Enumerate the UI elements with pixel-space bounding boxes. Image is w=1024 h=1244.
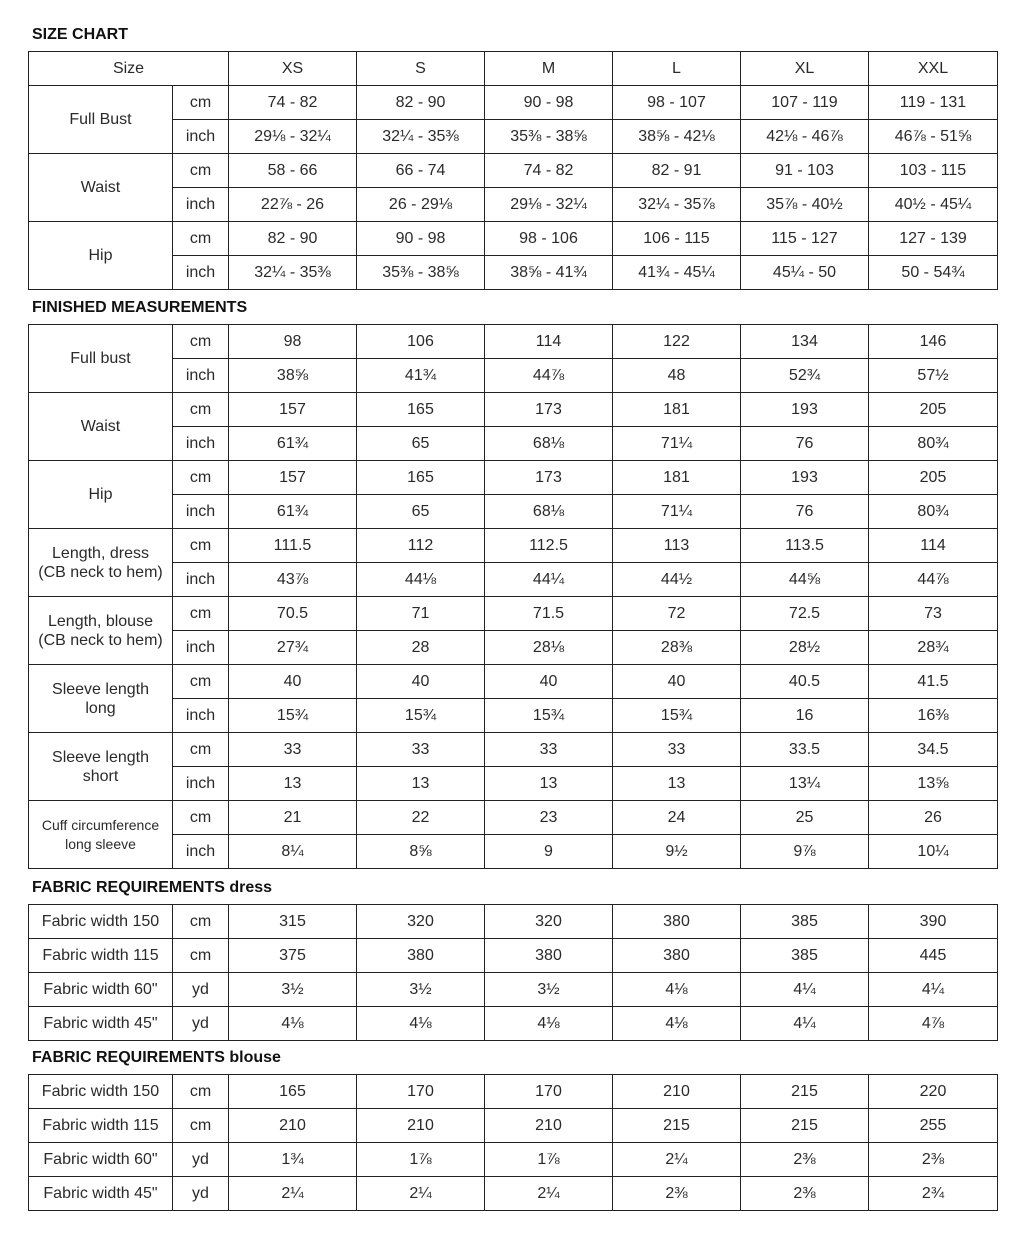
table-cell: 28½ (741, 631, 869, 665)
table-cell: 4⅛ (613, 973, 741, 1007)
table-cell: 385 (741, 905, 869, 939)
table-cell: 165 (357, 393, 485, 427)
table-cell: 33 (613, 733, 741, 767)
table-cell: 70.5 (229, 597, 357, 631)
size-header-xs: XS (229, 52, 357, 86)
table-cell: 32¼ - 35⅜ (229, 256, 357, 290)
table-cell: 320 (357, 905, 485, 939)
table-cell: 40 (229, 665, 357, 699)
table-cell: 4⅛ (357, 1007, 485, 1041)
table-cell: 107 - 119 (741, 86, 869, 120)
table-cell: 32¼ - 35⅞ (613, 188, 741, 222)
table-cell: 58 - 66 (229, 154, 357, 188)
unit-label: cm (173, 1109, 229, 1143)
table-row (29, 188, 998, 222)
unit-label: yd (173, 1143, 229, 1177)
table-cell: 35⅞ - 40½ (741, 188, 869, 222)
measurement-label: Waist (29, 154, 173, 222)
finished-measurements-title: FINISHED MEASUREMENTS (32, 299, 248, 316)
table-cell: 35⅜ - 38⅝ (357, 256, 485, 290)
fabric-width-label: Fabric width 60" (29, 1143, 173, 1177)
size-header-m: M (485, 52, 613, 86)
measurement-label-line1: Length, dress (52, 544, 149, 562)
table-cell: 170 (357, 1075, 485, 1109)
table-cell: 41.5 (869, 665, 998, 699)
table-cell: 112.5 (485, 529, 613, 563)
unit-label: cm (173, 393, 229, 427)
table-cell: 16 (741, 699, 869, 733)
measurement-label-line2: long (85, 699, 116, 717)
unit-label: cm (173, 86, 229, 120)
table-row (29, 256, 998, 290)
table-cell: 112 (357, 529, 485, 563)
table-cell: 1⅞ (357, 1143, 485, 1177)
table-cell: 24 (613, 801, 741, 835)
table-cell: 205 (869, 393, 998, 427)
table-row (29, 1109, 998, 1143)
table-cell: 57½ (869, 359, 998, 393)
table-cell: 29⅛ - 32¼ (485, 188, 613, 222)
table-cell: 33 (229, 733, 357, 767)
measurement-label (29, 665, 173, 733)
table-cell: 170 (485, 1075, 613, 1109)
table-cell: 2⅜ (741, 1143, 869, 1177)
table-cell: 173 (485, 393, 613, 427)
table-cell: 4¼ (869, 973, 998, 1007)
table-cell: 122 (613, 325, 741, 359)
table-cell: 98 - 107 (613, 86, 741, 120)
measurement-label (29, 461, 173, 529)
unit-label: inch (173, 767, 229, 801)
table-cell: 4⅛ (229, 1007, 357, 1041)
table-cell: 52¾ (741, 359, 869, 393)
fabric-width-label: Fabric width 115 (29, 1109, 173, 1143)
unit-label: cm (173, 461, 229, 495)
table-cell: 38⅝ (229, 359, 357, 393)
table-cell: 44⅞ (869, 563, 998, 597)
unit-label: inch (173, 120, 229, 154)
table-row (29, 393, 998, 427)
table-cell: 74 - 82 (229, 86, 357, 120)
measurement-label (29, 733, 173, 801)
table-cell: 193 (741, 393, 869, 427)
table-cell: 32¼ - 35⅜ (357, 120, 485, 154)
table-cell: 2¾ (869, 1177, 998, 1211)
table-row (29, 359, 998, 393)
table-cell: 2¼ (229, 1177, 357, 1211)
unit-label: cm (173, 154, 229, 188)
table-cell: 65 (357, 495, 485, 529)
table-row (29, 325, 998, 359)
table-cell: 23 (485, 801, 613, 835)
size-header-label: Size (29, 52, 229, 86)
table-cell: 215 (613, 1109, 741, 1143)
table-cell: 210 (485, 1109, 613, 1143)
size-header-xxl: XXL (869, 52, 998, 86)
table-cell: 26 (869, 801, 998, 835)
table-cell: 16⅜ (869, 699, 998, 733)
table-cell: 44⅞ (485, 359, 613, 393)
table-cell: 380 (357, 939, 485, 973)
table-cell: 9½ (613, 835, 741, 869)
table-cell: 15¾ (357, 699, 485, 733)
table-cell: 210 (229, 1109, 357, 1143)
unit-label: inch (173, 256, 229, 290)
table-cell: 4⅛ (613, 1007, 741, 1041)
fabric-width-label: Fabric width 45" (29, 1177, 173, 1211)
table-cell: 41¾ (357, 359, 485, 393)
table-cell: 44½ (613, 563, 741, 597)
table-cell: 71.5 (485, 597, 613, 631)
table-cell: 210 (613, 1075, 741, 1109)
table-cell: 43⅞ (229, 563, 357, 597)
fabric-width-label: Fabric width 45" (29, 1007, 173, 1041)
table-cell: 80¾ (869, 495, 998, 529)
unit-label: cm (173, 733, 229, 767)
table-cell: 114 (485, 325, 613, 359)
size-header-xl: XL (741, 52, 869, 86)
table-cell: 146 (869, 325, 998, 359)
table-cell: 220 (869, 1075, 998, 1109)
table-row (29, 733, 998, 767)
table-row (29, 427, 998, 461)
table-row (29, 154, 998, 188)
fabric-dress-table (28, 904, 998, 1041)
measurement-label: Hip (29, 222, 173, 290)
unit-label: inch (173, 495, 229, 529)
table-cell: 66 - 74 (357, 154, 485, 188)
table-cell: 3½ (229, 973, 357, 1007)
table-cell: 40 (485, 665, 613, 699)
table-row (29, 563, 998, 597)
table-row (29, 461, 998, 495)
table-cell: 28⅜ (613, 631, 741, 665)
table-cell: 3½ (485, 973, 613, 1007)
table-cell: 44⅛ (357, 563, 485, 597)
table-cell: 44⅝ (741, 563, 869, 597)
fabric-width-label: Fabric width 150 (29, 905, 173, 939)
measurement-label-line1: Sleeve length (52, 680, 149, 698)
table-cell: 50 - 54¾ (869, 256, 998, 290)
table-cell: 15¾ (229, 699, 357, 733)
table-cell: 44¼ (485, 563, 613, 597)
unit-label: inch (173, 699, 229, 733)
table-cell: 90 - 98 (357, 222, 485, 256)
table-cell: 40 (357, 665, 485, 699)
table-row (29, 1177, 998, 1211)
unit-label: cm (173, 665, 229, 699)
measurement-label (29, 529, 173, 597)
table-cell: 445 (869, 939, 998, 973)
table-cell: 68⅛ (485, 427, 613, 461)
table-cell: 46⅞ - 51⅝ (869, 120, 998, 154)
table-cell: 40½ - 45¼ (869, 188, 998, 222)
table-cell: 4⅞ (869, 1007, 998, 1041)
table-row (29, 665, 998, 699)
measurement-label (29, 325, 173, 393)
table-cell: 72.5 (741, 597, 869, 631)
unit-label: cm (173, 325, 229, 359)
table-cell: 255 (869, 1109, 998, 1143)
table-cell: 4¼ (741, 1007, 869, 1041)
table-cell: 4⅛ (485, 1007, 613, 1041)
table-cell: 127 - 139 (869, 222, 998, 256)
measurement-label (29, 597, 173, 665)
fabric-width-label: Fabric width 60" (29, 973, 173, 1007)
table-cell: 42⅛ - 46⅞ (741, 120, 869, 154)
table-cell: 25 (741, 801, 869, 835)
table-cell: 13⅝ (869, 767, 998, 801)
fabric-width-label: Fabric width 150 (29, 1075, 173, 1109)
unit-label: inch (173, 563, 229, 597)
fabric-blouse-table (28, 1074, 998, 1211)
table-cell: 114 (869, 529, 998, 563)
table-cell: 115 - 127 (741, 222, 869, 256)
table-cell: 215 (741, 1109, 869, 1143)
size-header-row (29, 52, 998, 86)
table-cell: 15¾ (485, 699, 613, 733)
table-cell: 22 (357, 801, 485, 835)
table-cell: 76 (741, 495, 869, 529)
table-cell: 2¼ (357, 1177, 485, 1211)
size-chart-title: SIZE CHART (32, 26, 128, 43)
table-cell: 181 (613, 461, 741, 495)
table-cell: 13 (613, 767, 741, 801)
table-cell: 9 (485, 835, 613, 869)
table-row (29, 905, 998, 939)
table-cell: 193 (741, 461, 869, 495)
table-cell: 68⅛ (485, 495, 613, 529)
table-cell: 71¼ (613, 427, 741, 461)
table-cell: 320 (485, 905, 613, 939)
measurement-label-line2: short (82, 767, 119, 785)
unit-label: cm (173, 529, 229, 563)
table-cell: 98 - 106 (485, 222, 613, 256)
table-cell: 10¼ (869, 835, 998, 869)
table-cell: 80¾ (869, 427, 998, 461)
table-cell: 3½ (357, 973, 485, 1007)
size-header-s: S (357, 52, 485, 86)
table-cell: 73 (869, 597, 998, 631)
table-cell: 21 (229, 801, 357, 835)
table-row (29, 597, 998, 631)
table-cell: 157 (229, 461, 357, 495)
table-cell: 72 (613, 597, 741, 631)
table-cell: 157 (229, 393, 357, 427)
measurement-label-line2: (CB neck to hem) (38, 631, 163, 649)
table-cell: 28¾ (869, 631, 998, 665)
table-cell: 103 - 115 (869, 154, 998, 188)
table-cell: 48 (613, 359, 741, 393)
table-cell: 210 (357, 1109, 485, 1143)
table-cell: 113 (613, 529, 741, 563)
table-cell: 2⅜ (613, 1177, 741, 1211)
table-cell: 165 (357, 461, 485, 495)
table-cell: 13 (485, 767, 613, 801)
table-cell: 40.5 (741, 665, 869, 699)
measurement-label (29, 393, 173, 461)
table-cell: 45¼ - 50 (741, 256, 869, 290)
unit-label: cm (173, 222, 229, 256)
table-cell: 61¾ (229, 495, 357, 529)
table-cell: 33 (357, 733, 485, 767)
table-row (29, 120, 998, 154)
table-cell: 34.5 (869, 733, 998, 767)
table-row (29, 222, 998, 256)
table-cell: 82 - 91 (613, 154, 741, 188)
table-cell: 380 (485, 939, 613, 973)
table-cell: 35⅜ - 38⅝ (485, 120, 613, 154)
fabric-width-label: Fabric width 115 (29, 939, 173, 973)
measurement-label-line1: Hip (88, 486, 113, 503)
unit-label: cm (173, 939, 229, 973)
measurement-label-line2: long sleeve (65, 835, 136, 852)
table-cell: 41¾ - 45¼ (613, 256, 741, 290)
unit-label: inch (173, 835, 229, 869)
unit-label: cm (173, 905, 229, 939)
table-cell: 4¼ (741, 973, 869, 1007)
table-cell: 134 (741, 325, 869, 359)
table-row (29, 973, 998, 1007)
table-cell: 390 (869, 905, 998, 939)
table-row (29, 699, 998, 733)
table-row (29, 529, 998, 563)
unit-label: cm (173, 1075, 229, 1109)
table-cell: 111.5 (229, 529, 357, 563)
table-cell: 71 (357, 597, 485, 631)
unit-label: inch (173, 359, 229, 393)
table-cell: 380 (613, 905, 741, 939)
unit-label: cm (173, 597, 229, 631)
table-row (29, 86, 998, 120)
measurement-label (29, 801, 173, 869)
table-cell: 173 (485, 461, 613, 495)
table-row (29, 631, 998, 665)
table-cell: 13 (229, 767, 357, 801)
table-cell: 74 - 82 (485, 154, 613, 188)
unit-label: yd (173, 973, 229, 1007)
table-cell: 380 (613, 939, 741, 973)
table-cell: 90 - 98 (485, 86, 613, 120)
table-cell: 98 (229, 325, 357, 359)
table-cell: 2⅜ (869, 1143, 998, 1177)
table-cell: 22⅞ - 26 (229, 188, 357, 222)
measurement-label-line1: Cuff circumference (41, 816, 160, 833)
table-cell: 2¼ (613, 1143, 741, 1177)
table-cell: 82 - 90 (229, 222, 357, 256)
measurement-label-line1: Waist (80, 418, 121, 435)
table-cell: 13¼ (741, 767, 869, 801)
table-cell: 165 (229, 1075, 357, 1109)
table-row (29, 1143, 998, 1177)
table-row (29, 801, 998, 835)
table-cell: 26 - 29⅛ (357, 188, 485, 222)
table-cell: 82 - 90 (357, 86, 485, 120)
measurement-label-line2: (CB neck to hem) (38, 563, 163, 581)
table-cell: 13 (357, 767, 485, 801)
table-cell: 205 (869, 461, 998, 495)
table-cell: 8⅝ (357, 835, 485, 869)
table-cell: 29⅛ - 32¼ (229, 120, 357, 154)
table-cell: 113.5 (741, 529, 869, 563)
table-cell: 8¼ (229, 835, 357, 869)
unit-label: inch (173, 188, 229, 222)
table-cell: 106 - 115 (613, 222, 741, 256)
table-cell: 9⅞ (741, 835, 869, 869)
table-cell: 91 - 103 (741, 154, 869, 188)
table-cell: 215 (741, 1075, 869, 1109)
size-header-l: L (613, 52, 741, 86)
finished-measurements-table (28, 324, 998, 869)
table-cell: 1⅞ (485, 1143, 613, 1177)
table-cell: 65 (357, 427, 485, 461)
table-cell: 1¾ (229, 1143, 357, 1177)
measurement-label-line1: Sleeve length (52, 748, 149, 766)
table-cell: 27¾ (229, 631, 357, 665)
unit-label: yd (173, 1007, 229, 1041)
table-row (29, 835, 998, 869)
table-cell: 119 - 131 (869, 86, 998, 120)
fabric-blouse-title: FABRIC REQUIREMENTS blouse (32, 1049, 281, 1066)
table-row (29, 939, 998, 973)
table-row (29, 767, 998, 801)
table-cell: 38⅝ - 42⅛ (613, 120, 741, 154)
size-chart-table (28, 51, 998, 290)
table-row (29, 1007, 998, 1041)
table-cell: 61¾ (229, 427, 357, 461)
table-row (29, 495, 998, 529)
table-cell: 71¼ (613, 495, 741, 529)
fabric-dress-title: FABRIC REQUIREMENTS dress (32, 879, 273, 896)
measurement-label-line1: Length, blouse (48, 612, 153, 630)
table-cell: 33.5 (741, 733, 869, 767)
table-cell: 15¾ (613, 699, 741, 733)
table-cell: 28 (357, 631, 485, 665)
unit-label: inch (173, 427, 229, 461)
table-cell: 106 (357, 325, 485, 359)
unit-label: cm (173, 801, 229, 835)
unit-label: inch (173, 631, 229, 665)
table-cell: 2¼ (485, 1177, 613, 1211)
table-cell: 2⅜ (741, 1177, 869, 1211)
table-cell: 33 (485, 733, 613, 767)
unit-label: yd (173, 1177, 229, 1211)
table-cell: 375 (229, 939, 357, 973)
table-cell: 28⅛ (485, 631, 613, 665)
measurement-label: Full Bust (29, 86, 173, 154)
table-cell: 315 (229, 905, 357, 939)
table-cell: 76 (741, 427, 869, 461)
measurement-label-line1: Full bust (70, 350, 131, 367)
table-cell: 38⅝ - 41¾ (485, 256, 613, 290)
table-cell: 385 (741, 939, 869, 973)
table-cell: 181 (613, 393, 741, 427)
table-cell: 40 (613, 665, 741, 699)
table-row (29, 1075, 998, 1109)
